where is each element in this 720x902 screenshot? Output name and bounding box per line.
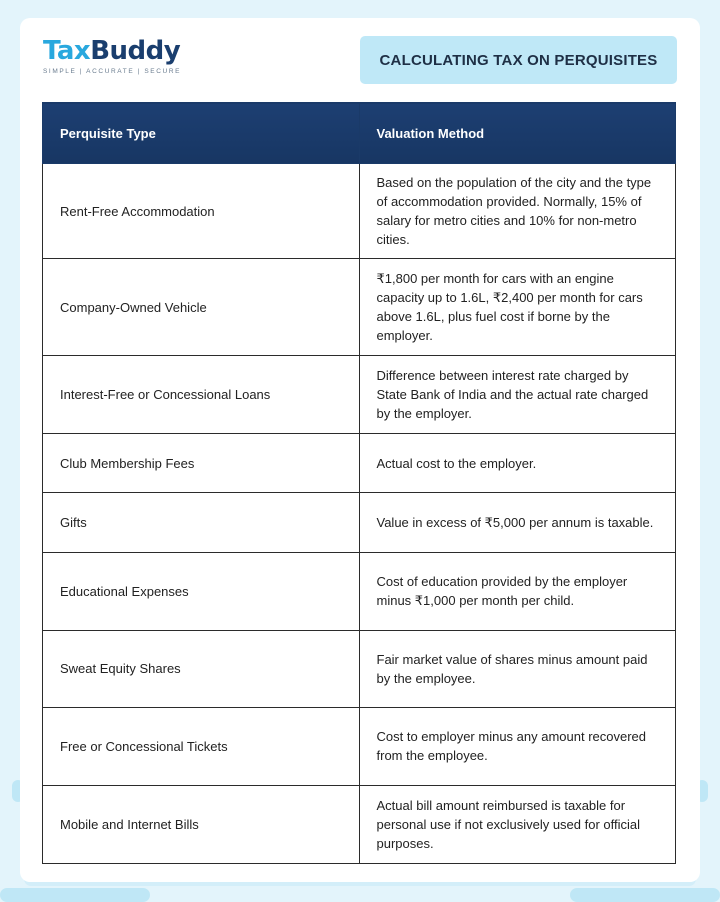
decorative-bar-bottom-left xyxy=(0,888,150,902)
table-row xyxy=(43,493,676,552)
brand-name-part1: Tax xyxy=(43,36,91,66)
valuation-method-cell: Based on the population of the city and the type of accommodation provided. Normally, 15% of salary for metro cities and 10% for non-metro cities. xyxy=(359,164,676,259)
perquisite-type-cell: Club Membership Fees xyxy=(43,434,360,493)
perquisites-table xyxy=(42,102,676,864)
table-row xyxy=(43,164,676,259)
valuation-method-cell: Actual cost to the employer. xyxy=(359,434,676,493)
perquisite-type-cell: Rent-Free Accommodation xyxy=(43,164,360,259)
brand-wordmark xyxy=(43,36,181,66)
page-title: CALCULATING TAX ON PERQUISITES xyxy=(360,36,677,84)
perquisite-type-cell: Company-Owned Vehicle xyxy=(43,259,360,356)
table-header-row xyxy=(43,103,676,164)
perquisite-type-cell: Educational Expenses xyxy=(43,552,360,630)
perquisite-type-cell: Sweat Equity Shares xyxy=(43,630,360,707)
table-row xyxy=(43,434,676,493)
table-row xyxy=(43,707,676,785)
table-row xyxy=(43,552,676,630)
perquisite-type-cell: Mobile and Internet Bills xyxy=(43,785,360,863)
table-row xyxy=(43,356,676,434)
valuation-method-cell: Difference between interest rate charged by State Bank of India and the actual rate charged by the employer. xyxy=(359,356,676,434)
decorative-bar-bottom-right xyxy=(570,888,720,902)
valuation-method-cell: Actual bill amount reimbursed is taxable for personal use if not exclusively used for official purposes. xyxy=(359,785,676,863)
perquisite-type-cell: Gifts xyxy=(43,493,360,552)
valuation-method-cell: Fair market value of shares minus amount paid by the employee. xyxy=(359,630,676,707)
table-row xyxy=(43,630,676,707)
header-valuation-method: Valuation Method xyxy=(359,103,676,164)
brand-name-part2: Buddy xyxy=(90,36,181,66)
brand-tagline: SIMPLE | ACCURATE | SECURE xyxy=(43,68,182,75)
header-perquisite-type: Perquisite Type xyxy=(43,103,360,164)
valuation-method-cell: Cost of education provided by the employer minus ₹1,000 per month per child. xyxy=(359,552,676,630)
perquisite-type-cell: Free or Concessional Tickets xyxy=(43,707,360,785)
valuation-method-cell: Cost to employer minus any amount recovered from the employee. xyxy=(359,707,676,785)
table-row xyxy=(43,785,676,863)
table-row xyxy=(43,259,676,356)
valuation-method-cell: ₹1,800 per month for cars with an engine capacity up to 1.6L, ₹2,400 per month for cars above 1.6L, plus fuel cost if borne by the employer. xyxy=(359,259,676,356)
valuation-method-cell: Value in excess of ₹5,000 per annum is taxable. xyxy=(359,493,676,552)
perquisite-type-cell: Interest-Free or Concessional Loans xyxy=(43,356,360,434)
brand-logo xyxy=(43,36,181,75)
